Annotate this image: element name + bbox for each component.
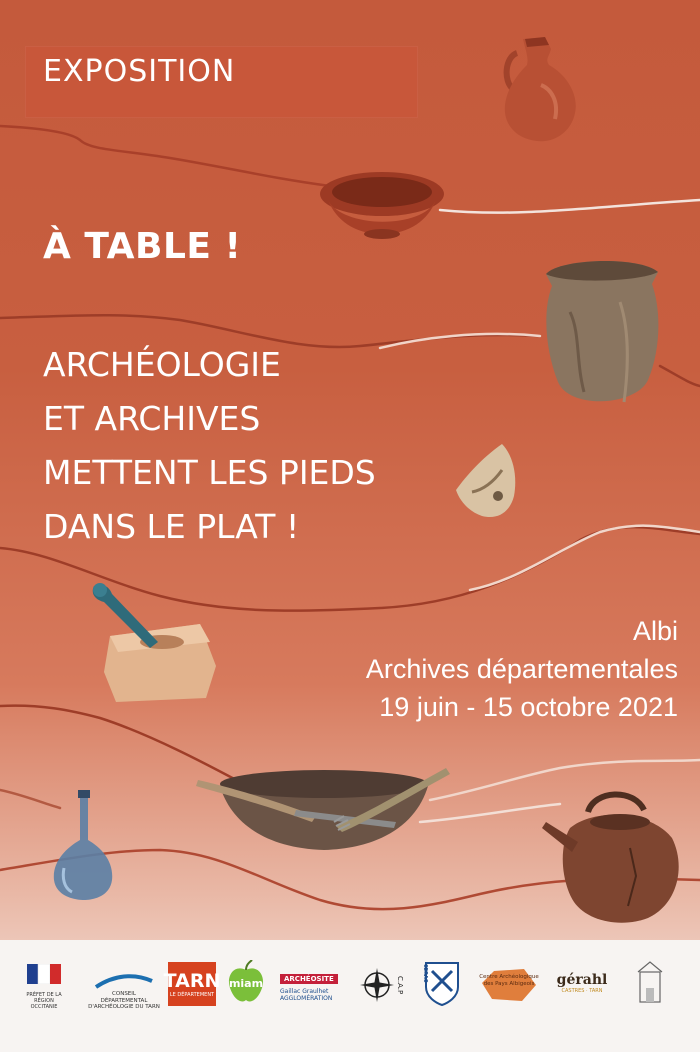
cdat-text: CONSEIL DÉPARTEMENTAL D'ARCHÉOLOGIE DU TARN — [88, 991, 160, 1011]
tarn-logo — [163, 962, 221, 1006]
gerahl-text: gérahl — [556, 972, 608, 988]
cabinet-logo — [630, 956, 670, 1016]
cdat-logo — [88, 966, 160, 1016]
building-sketch-icon — [632, 958, 668, 1014]
exposition-banner — [25, 46, 418, 118]
cooking-pot-icon — [540, 252, 665, 414]
bowl-with-cutlery-icon — [196, 760, 458, 858]
subtitle-line: ET ARCHIVES — [43, 399, 261, 438]
banner-label: EXPOSITION — [43, 54, 236, 89]
cap-text: C.A.P — [396, 975, 404, 995]
flag-icon — [27, 964, 61, 984]
archeosite-logo — [280, 966, 348, 1010]
cerac-logo — [420, 960, 464, 1008]
gerahl-logo — [548, 968, 616, 998]
archeosite-text: ARCHÉOSITE — [280, 974, 338, 984]
cerac-shield-icon — [422, 961, 462, 1007]
subtitle-line: DANS LE PLAT ! — [43, 507, 300, 546]
miam-text: miam — [228, 977, 264, 990]
jug-red-icon — [495, 35, 585, 145]
shallow-bowl-icon — [318, 168, 448, 243]
mortar-pestle-icon — [88, 580, 223, 705]
archeosite-sub: Gaillac Graulhet AGGLOMÉRATION — [280, 988, 333, 1002]
cap-logo — [356, 962, 408, 1008]
subtitle-line: ARCHÉOLOGIE — [43, 345, 281, 384]
teapot-icon — [540, 786, 682, 926]
gerahl-sub: CASTRES · TARN — [561, 988, 603, 994]
exhibition-info — [366, 612, 678, 726]
centre-text: Centre Archéologique des Pays Albigeois — [479, 974, 539, 987]
tarn-sub: LE DÉPARTEMENT — [169, 992, 215, 998]
bone-fragment-icon — [452, 440, 522, 522]
venue: Archives départementales — [365, 654, 678, 684]
poster-title: À TABLE ! — [43, 226, 242, 267]
subtitle-line: METTENT LES PIEDS — [43, 453, 376, 492]
poster-subtitle — [43, 338, 376, 554]
dates: 19 juin - 15 octobre 2021 — [379, 692, 678, 722]
partners-footer — [0, 940, 700, 1052]
miam-logo — [226, 960, 266, 1004]
glass-bottle-icon — [50, 788, 120, 903]
prefet-text: PRÉFET DE LA RÉGION OCCITANIE — [26, 992, 62, 1010]
tarn-text: TARN — [163, 970, 221, 992]
city: Albi — [632, 616, 678, 646]
compass-rose-icon — [360, 968, 394, 1002]
cdat-swoosh-icon — [94, 971, 154, 991]
prefet-region-logo — [24, 958, 64, 1016]
centre-archeologique-logo — [474, 962, 544, 1008]
cerac-text: CERAC — [422, 964, 428, 983]
